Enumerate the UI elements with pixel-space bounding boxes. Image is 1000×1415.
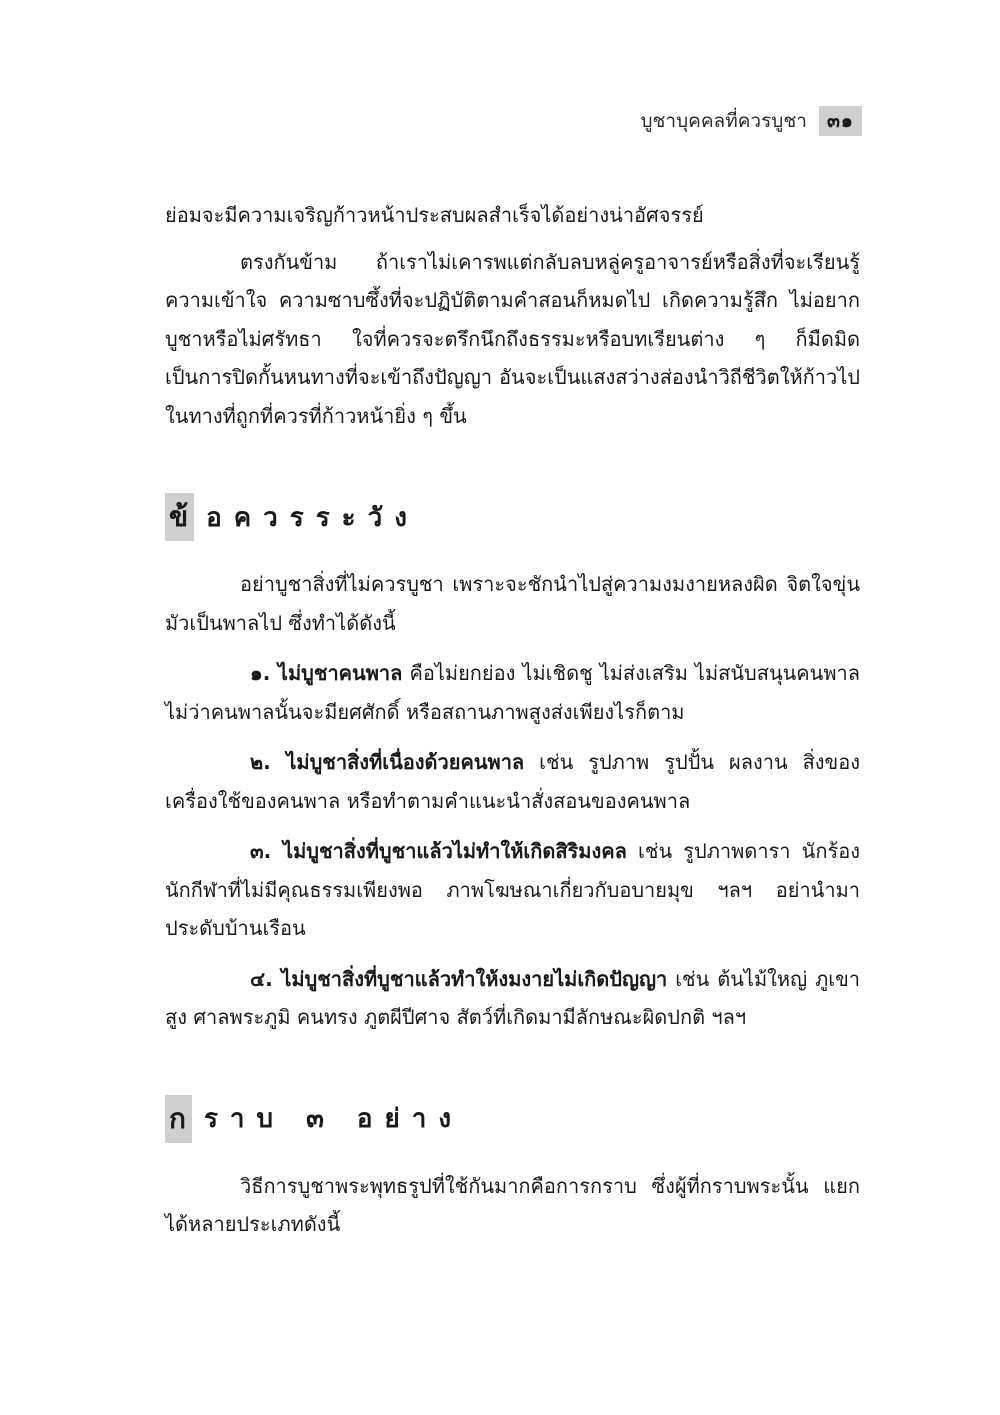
- header-title: บูชาบุคคลที่ควรบูชา: [640, 110, 807, 132]
- item-title: ๔. ไม่บูชาสิ่งที่บูชาแล้วทำให้งมงายไม่เกิดปัญญา: [250, 966, 668, 991]
- intro-line: ย่อมจะมีความเจริญก้าวหน้าประสบผลสำเร็จได้อย่างน่าอัศจรรย์: [165, 203, 704, 227]
- page-number: ๓๑: [819, 106, 862, 136]
- caution-intro: อย่าบูชาสิ่งที่ไม่ควรบูชา เพราะจะชักนำไปสู่ความงมงายหลงผิด จิตใจขุ่นมัวเป็นพาลไป ซึ่งทำได้ดังนี้: [165, 572, 860, 635]
- caution-item-3: [165, 832, 860, 948]
- item-text: เช่น รูปภาพ รูปปั้น ผลงาน สิ่งของเครื่องใช้ของคนพาล หรือทำตามคำแนะนำสั่งสอนของคนพาล: [165, 750, 860, 813]
- heading-text: อควรระวัง: [206, 502, 419, 533]
- item-title: ๑. ไม่บูชาคนพาล: [250, 661, 403, 685]
- section-heading-prostration: [165, 1095, 860, 1143]
- item-text: คือไม่ยกย่อง ไม่เชิดชู ไม่ส่งเสริม ไม่สนับสนุนคนพาล ไม่ว่าคนพาลนั้นจะมียศศักดิ์ หรือสถานภาพสูงส่งเพียงไรก็ตาม: [165, 661, 861, 724]
- item-text: เช่น ต้นไม้ใหญ่ ภูเขาสูง ศาลพระภูมิ คนทรง ภูตผีปีศาจ สัตว์ที่เกิดมามีลักษณะผิดปกติ ฯลฯ: [165, 966, 861, 1029]
- item-title: ๒. ไม่บูชาสิ่งที่เนื่องด้วยคนพาล: [250, 750, 525, 774]
- heading-highlight-char: ข้: [165, 493, 194, 541]
- paragraph-contrast: ตรงกันข้าม ถ้าเราไม่เคารพแต่กลับลบหลู่ครูอาจารย์หรือสิ่งที่จะเรียนรู้ ความเข้าใจ ความซาบซึ้งที่จะปฏิบัติตามคำสอนก็หมดไป เกิดความรู้สึก ไม่อยากบูชาหรือไม่ศรัทธา ใจที่ควรจะตรึกนึกถึงธรรมะหรือบทเรียนต่าง ๆ ก็มืดมิด เป็นการปิดกั้นหนทางที่จะเข้าถึงปัญญา อันจะเป็นแสงสว่างส่องนำวิถีชีวิตให้ก้าวไปในทางที่ถูกที่ควรที่ก้าวหน้ายิ่ง ๆ ขึ้น: [165, 249, 860, 428]
- caution-item-4: [165, 960, 860, 1037]
- heading-highlight-char: ก: [165, 1095, 192, 1143]
- item-title: ๓. ไม่บูชาสิ่งที่บูชาแล้วไม่ทำให้เกิดสิริมงคล: [250, 839, 627, 863]
- section-heading-caution: [165, 493, 860, 541]
- caution-item-1: [165, 654, 860, 731]
- item-text: เช่น รูปภาพดารา นักร้องนักกีฬาที่ไม่มีคุณธรรมเพียงพอ ภาพโฆษณาเกี่ยวกับอบายมุข ฯลฯ อย่านำมาประดับบ้านเรือน: [165, 839, 860, 940]
- page-content: [165, 196, 860, 1244]
- heading-text: ราบ ๓ อย่าง: [203, 1104, 464, 1134]
- caution-item-2: [165, 743, 860, 820]
- prostration-intro: วิธีการบูชาพระพุทธรูปที่ใช้กันมากคือการกราบ ซึ่งผู้ที่กราบพระนั้น แยกได้หลายประเภทดังนี้: [165, 1173, 860, 1236]
- running-header: [640, 106, 862, 136]
